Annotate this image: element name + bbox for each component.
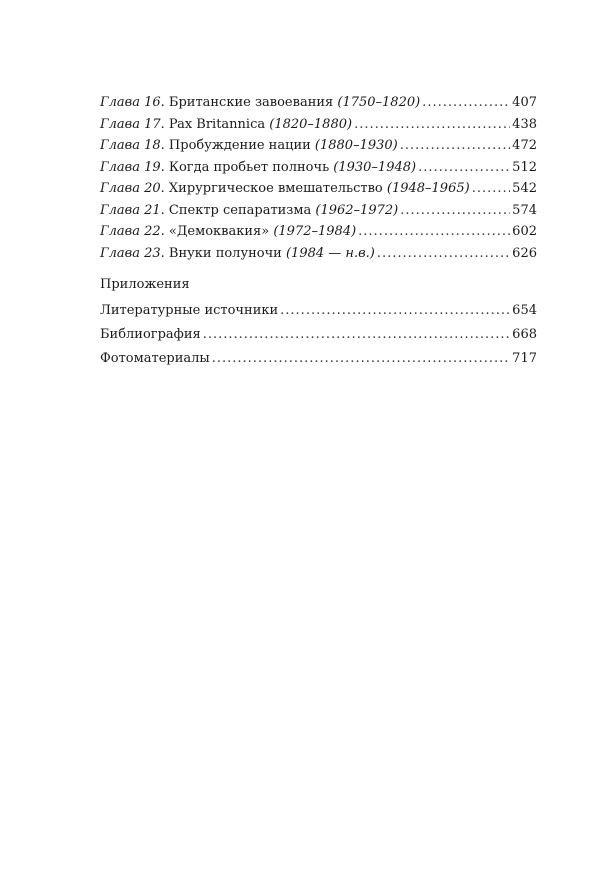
chapter-number: Глава 16 [100,95,161,110]
chapter-title: Внуки полуночи [168,245,286,261]
page-number: 542 [512,181,537,196]
chapter-number: Глава 22 [100,224,161,239]
toc-entry-chapter-22[interactable] [100,221,537,243]
page-number: 668 [512,327,537,342]
chapter-title: Хирургическое вмешательство [168,181,387,196]
chapter-years: (1962–1972) [315,202,399,218]
page-number: 472 [512,138,537,153]
toc-entry-chapter-21[interactable] [100,200,537,222]
chapter-title: Когда пробьет полночь [168,159,334,175]
toc-entry-bibliography[interactable] [100,323,537,347]
dot-leader [422,92,510,114]
toc-entry-chapter-16[interactable] [100,92,537,114]
table-of-contents [100,92,537,371]
dot-leader [472,178,510,200]
toc-entry-chapter-17[interactable] [100,114,537,136]
page-number: 512 [512,159,537,175]
page-number: 654 [512,303,537,318]
chapter-years: (1948–1965) [386,181,470,196]
chapter-number: Глава 18 [100,138,161,153]
toc-entry-chapter-19[interactable] [100,157,537,179]
chapter-years: (1930–1948) [333,159,417,175]
entry-label: Глава 21. Спектр сепаратизма (1962–1972) [100,202,399,218]
chapter-number: Глава 17 [100,116,161,132]
dot-leader [212,347,510,371]
entry-label: Литературные источники [100,303,279,318]
toc-entry-chapter-18[interactable] [100,135,537,157]
chapter-title: Pax Britannica [168,116,270,132]
chapter-years: (1820–1880) [269,116,353,132]
page-number: 626 [512,245,537,261]
chapter-title: Спектр сепаратизма [168,202,316,218]
chapter-number: Глава 20 [100,181,161,196]
chapter-years: (1984 — н.в.) [285,245,375,261]
dot-leader [400,200,510,222]
chapter-number: Глава 21 [100,202,161,218]
dot-leader [358,221,510,243]
appendix-heading: Приложения [100,277,190,292]
toc-entry-chapter-23[interactable] [100,243,537,265]
page-number: 602 [512,224,537,239]
page-number: 438 [512,116,537,132]
page-number: 717 [512,351,537,366]
chapter-title: «Демоквакия» [168,224,274,239]
chapter-years: (1972–1984) [273,224,357,239]
entry-label: Библиография [100,327,201,342]
page-number: 407 [512,95,537,110]
dot-leader [354,114,510,136]
dot-leader [280,299,510,323]
chapter-years: (1750–1820) [337,95,421,110]
dot-leader [400,135,510,157]
dot-leader [203,323,510,347]
chapter-title: Британские завоевания [168,95,338,110]
entry-label: Глава 18. Пробуждение нации (1880–1930) [100,138,398,153]
chapter-title: Пробуждение нации [168,138,315,153]
dot-leader [377,243,510,265]
entry-label: Глава 17. Pax Britannica (1820–1880) [100,116,353,132]
chapter-list [100,92,537,264]
toc-entry-photos[interactable] [100,347,537,371]
entry-label: Глава 19. Когда пробьет полночь (1930–1948) [100,159,417,175]
entry-label: Глава 22. «Демоквакия» (1972–1984) [100,224,357,239]
entry-label: Глава 16. Британские завоевания (1750–1820) [100,95,421,110]
chapter-number: Глава 19 [100,159,161,175]
dot-leader [418,157,510,179]
entry-label: Глава 20. Хирургическое вмешательство (1948–1965) [100,181,470,196]
entry-label: Фотоматериалы [100,351,210,366]
toc-entry-chapter-20[interactable] [100,178,537,200]
chapter-years: (1880–1930) [314,138,398,153]
toc-entry-sources[interactable] [100,299,537,323]
page-number: 574 [512,202,537,218]
entry-label: Глава 23. Внуки полуночи (1984 — н.в.) [100,245,375,261]
appendix-list [100,299,537,371]
chapter-number: Глава 23 [100,245,161,261]
